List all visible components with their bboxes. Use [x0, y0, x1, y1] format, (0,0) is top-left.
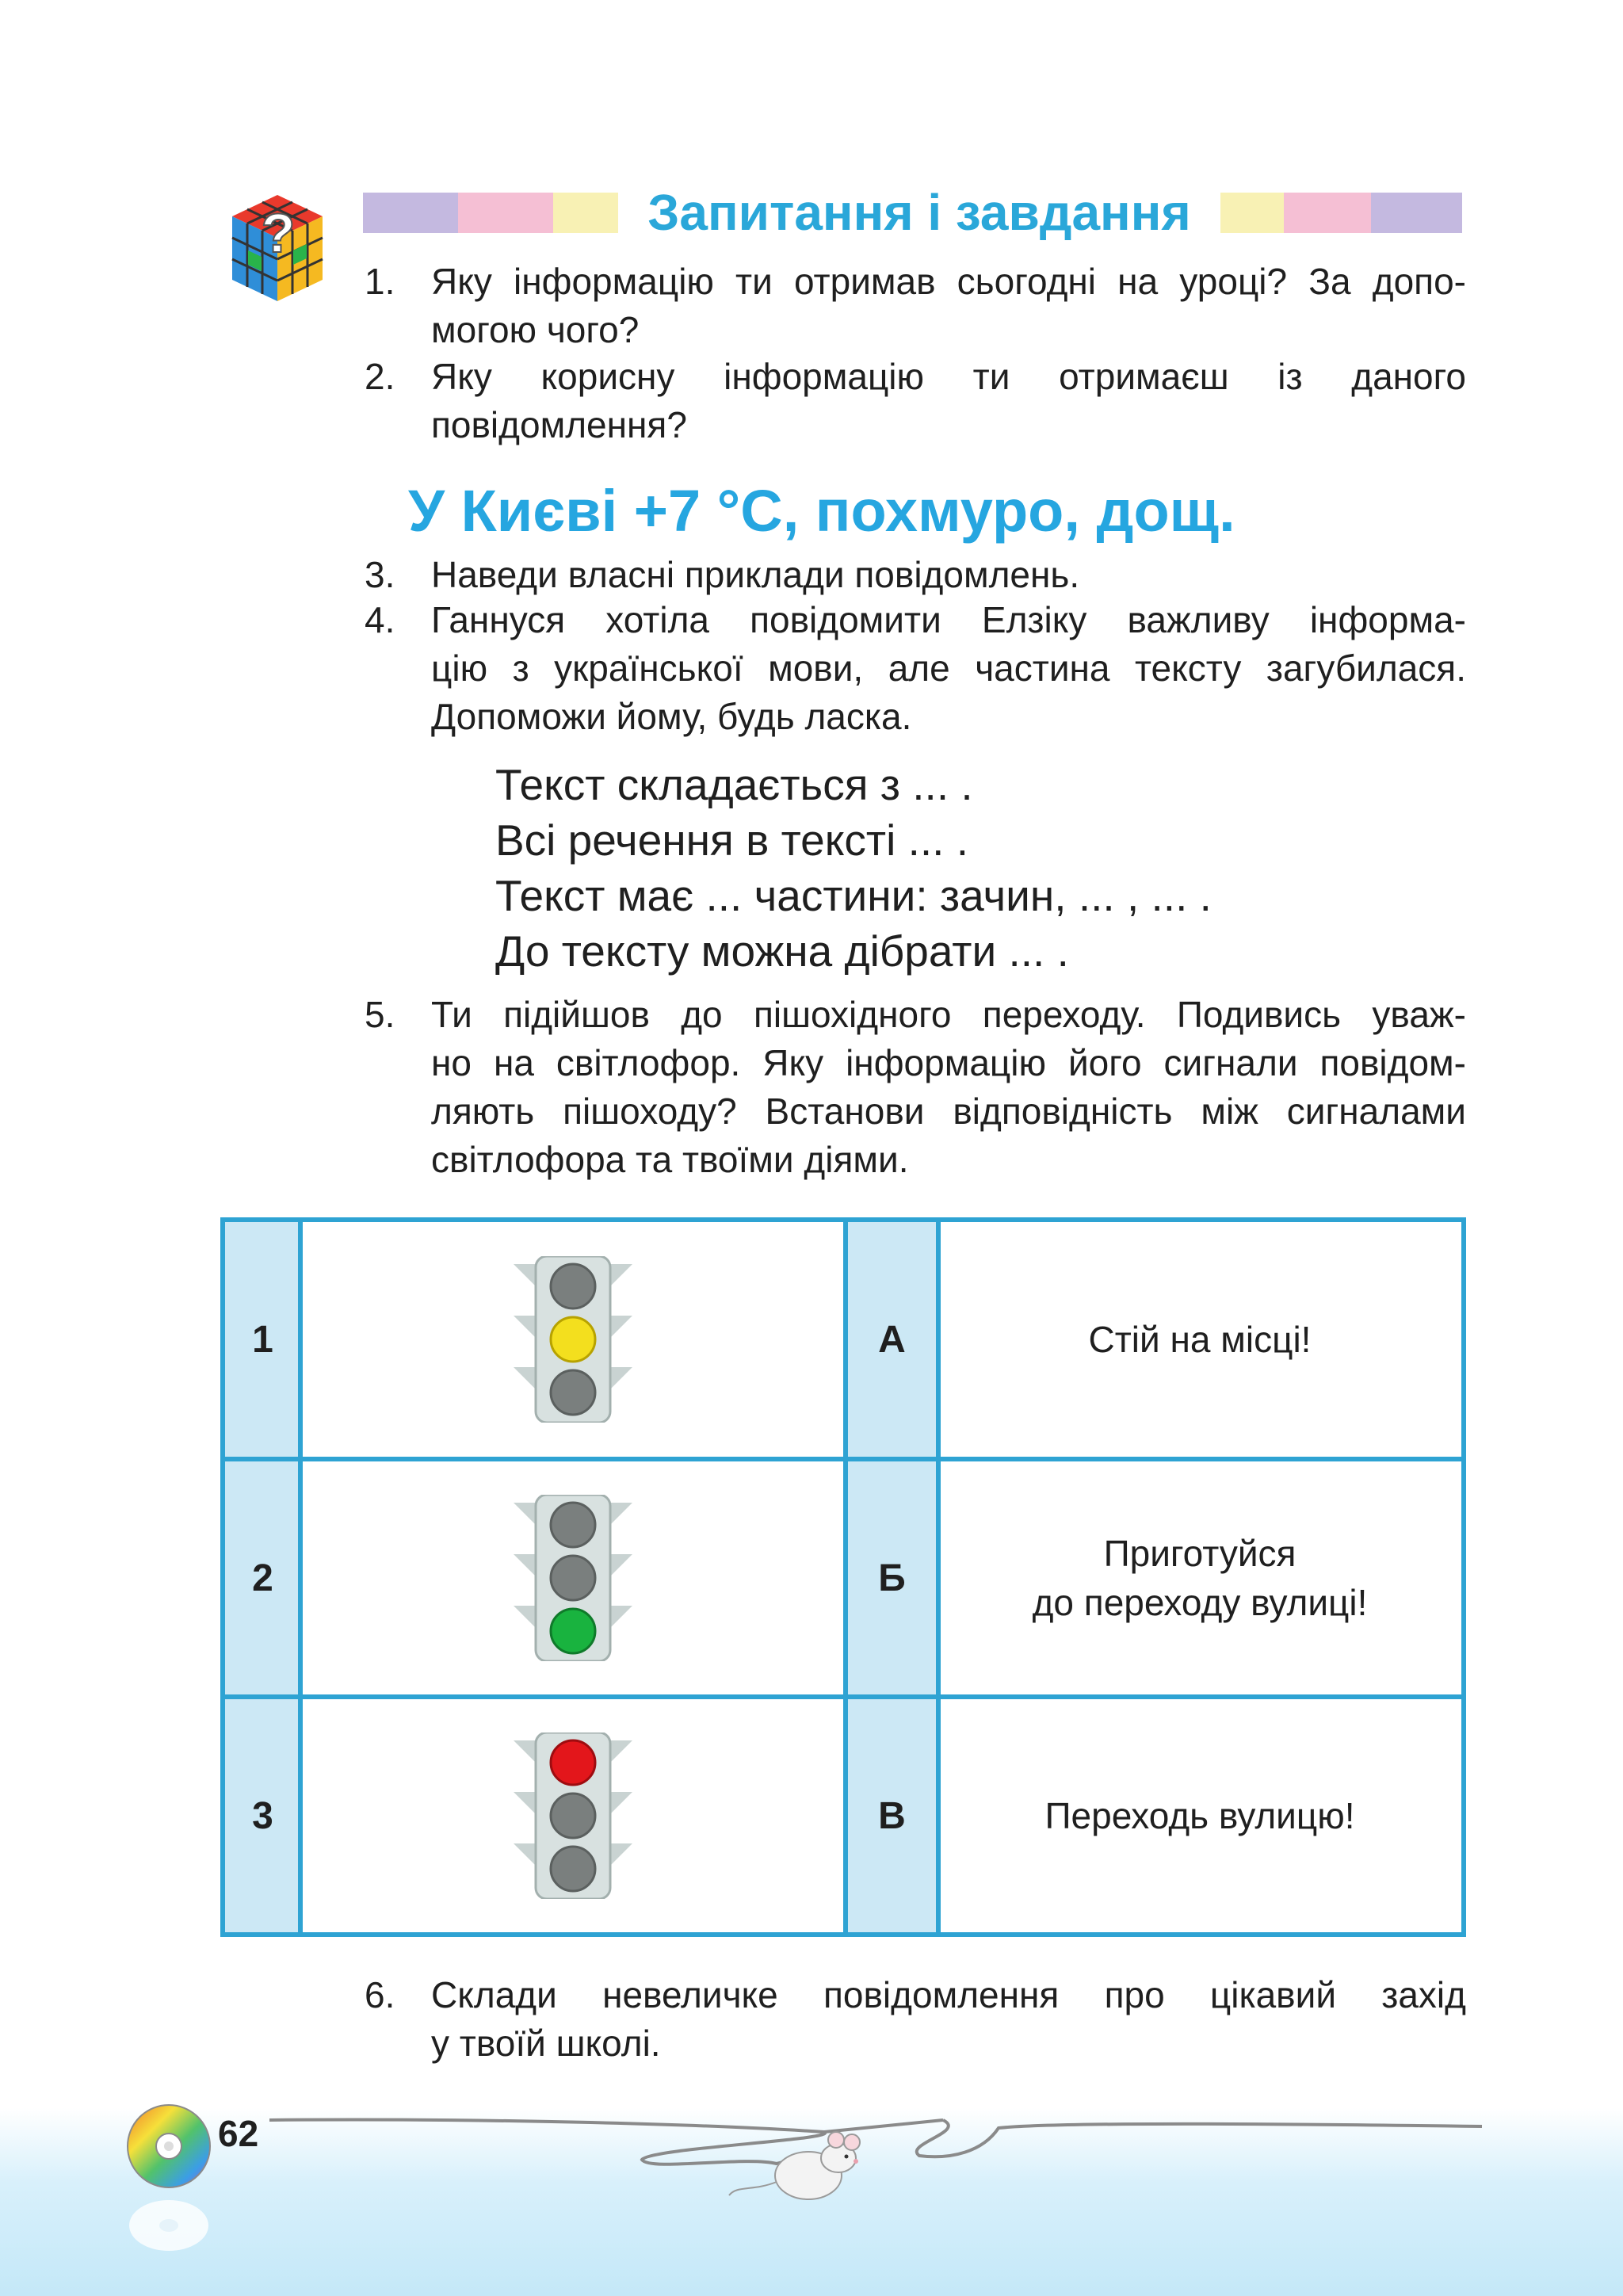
question-5: [365, 991, 1466, 1184]
blank-line: До тексту можна дібрати ... .: [495, 926, 1069, 976]
traffic-light-cell: [300, 1699, 846, 1932]
action-text: Стій на місці!: [1088, 1319, 1312, 1360]
traffic-light-red-icon: [514, 1733, 632, 1899]
action-text: Переходь вулицю!: [1044, 1795, 1355, 1836]
question-1: [365, 258, 1466, 354]
row-number: 1: [252, 1318, 273, 1361]
question-line: Ти підійшов до пішохідного переходу. Подивись уваж-: [431, 994, 1466, 1035]
table-divider: [936, 1222, 941, 1932]
question-number: 1.: [365, 261, 395, 302]
question-2: [365, 353, 1466, 449]
table-divider: [298, 1222, 303, 1932]
footer-line-decoration: [269, 2112, 1490, 2207]
weather-message: У Києві +7 °С, похмуро, дощ.: [408, 478, 1235, 544]
section-title: Запитання і завдання: [618, 181, 1220, 244]
cd-disc-icon: [123, 2100, 218, 2259]
question-line: но на світлофор. Яку інформацію його сигнали повідом-: [431, 1042, 1466, 1083]
question-line: Наведи власні приклади повідомлень.: [431, 554, 1080, 595]
header-band-5: [1284, 193, 1371, 233]
question-line: Допоможи йому, будь ласка.: [431, 696, 912, 737]
table-divider: [225, 1694, 1461, 1699]
question-number: 3.: [365, 554, 395, 595]
header-band-6: [1371, 193, 1462, 233]
question-line: Ганнуся хотіла повідомити Елзіку важливу інформа-: [431, 599, 1466, 640]
question-4: [365, 596, 1466, 741]
row-letter: Б: [878, 1557, 906, 1599]
row-letter: В: [878, 1794, 906, 1837]
question-line: світлофора та твоїми діями.: [431, 1139, 909, 1180]
svg-text:?: ?: [261, 202, 296, 264]
question-line: у твоїй школі.: [431, 2023, 661, 2064]
traffic-light-yellow-icon: [514, 1256, 632, 1423]
question-line: Яку корисну інформацію ти отримаєш із даного: [431, 356, 1466, 397]
matching-table: [220, 1217, 1466, 1937]
action-text: [938, 1461, 1461, 1694]
blank-line: Текст складається з ... .: [495, 760, 973, 809]
action-line: Приготуйся: [1103, 1533, 1296, 1574]
question-cube-icon: [226, 189, 329, 308]
question-line: Яку інформацію ти отримав сьогодні на уроці? За допо-: [431, 261, 1466, 302]
question-number: 4.: [365, 599, 395, 640]
blank-line: Всі речення в тексті ... .: [495, 816, 969, 865]
action-line: до переходу вулиці!: [1032, 1582, 1368, 1623]
question-6: [365, 1971, 1466, 2068]
mouse-icon: [729, 2132, 860, 2199]
blank-text-block: [495, 757, 1212, 979]
question-line: ляють пішоходу? Встанови відповідність між сигналами: [431, 1091, 1466, 1132]
question-line: повідомлення?: [431, 404, 687, 445]
question-line: цію з української мови, але частина тексту загубилася.: [431, 648, 1466, 689]
traffic-light-cell: [300, 1461, 846, 1694]
header-band-1: [363, 193, 458, 233]
blank-line: Текст має ... частини: зачин, ... , ... .: [495, 871, 1212, 920]
row-letter: А: [878, 1318, 906, 1361]
header-band-2: [458, 193, 553, 233]
traffic-light-cell: [300, 1222, 846, 1457]
question-line: могою чого?: [431, 309, 640, 350]
question-3: [365, 551, 1466, 599]
row-number: 3: [252, 1794, 273, 1837]
table-divider: [843, 1222, 848, 1932]
page-number: 62: [218, 2113, 259, 2154]
question-number: 2.: [365, 356, 395, 397]
question-number: 6.: [365, 1974, 395, 2015]
row-number: 2: [252, 1557, 273, 1599]
table-divider: [225, 1457, 1461, 1461]
question-line: Склади невеличке повідомлення про цікавий захід: [431, 1974, 1466, 2015]
question-number: 5.: [365, 994, 395, 1035]
traffic-light-green-icon: [514, 1495, 632, 1661]
